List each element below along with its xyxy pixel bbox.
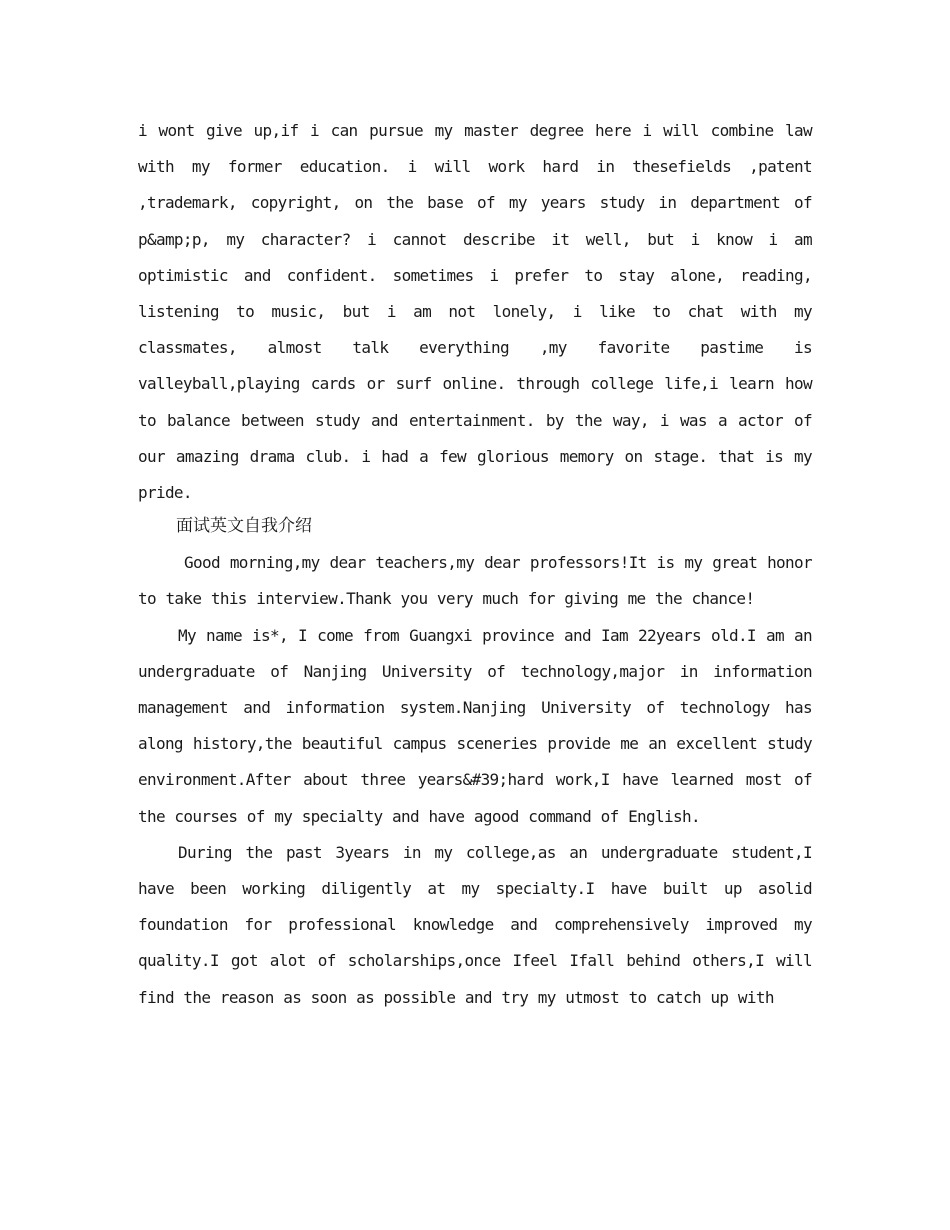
paragraph-character: i wont give up,if i can pursue my master degree here i will combine law with my former education. i will work hard in thesefields ,patent ,trademark, copyright, on the base of my years study in department of p&amp;p, my character? i cannot describe it well, but i know i am optimistic and confident. sometimes i prefer to stay alone, reading, listening to music, but i am not lonely, i like to chat with my classmates, almost talk everything ,my favorite pastime is valleyball,playing cards or surf online. through college life,i learn how to balance between study and entertainment. by the way, i was a actor of our amazing drama club. i had a few glorious memory on stage. that is my pride. bbox=[138, 121, 812, 503]
paragraph-introduction: My name is*, I come from Guangxi province and Iam 22years old.I am an undergraduate of Nanjing University of technology,major in information management and information system.Nanjing University of technology has along history,the beautiful campus sceneries provide me an excellent study environment.After about three years&#39;hard work,I have learned most of the courses of my specialty and have agood command of English. bbox=[138, 625, 812, 826]
paragraph-greeting: Good morning,my dear teachers,my dear professors!It is my great honor to take this interview.Thank you very much for giving me the chance! bbox=[138, 553, 812, 609]
document-page bbox=[138, 113, 812, 1016]
paragraph-college: During the past 3years in my college,as an undergraduate student,I have been working diligently at my specialty.I have built up asolid foundation for professional knowledge and comprehensively improved my quality.I got alot of scholarships,once Ifeel Ifall behind others,I will find the reason as soon as possible and try my utmost to catch up with bbox=[138, 842, 812, 1007]
section-heading: 面试英文自我介绍 bbox=[176, 516, 312, 537]
